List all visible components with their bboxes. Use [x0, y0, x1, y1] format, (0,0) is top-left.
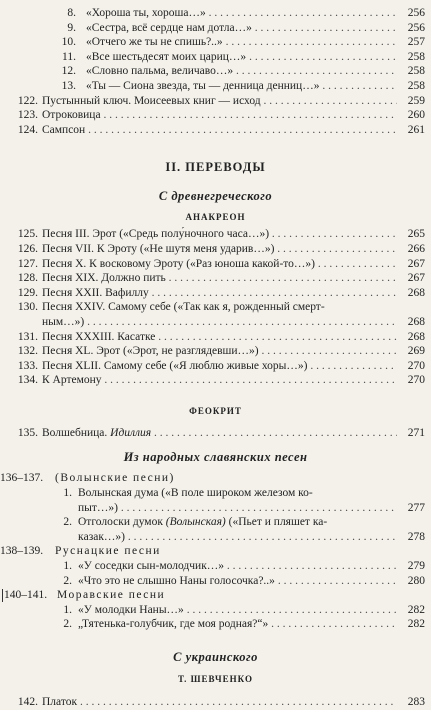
entry-title: «Хороша ты, хороша…» . . .: [86, 6, 397, 21]
entry-page: 258: [405, 79, 425, 94]
toc-entry[interactable]: [0, 515, 431, 530]
toc-entry[interactable]: [0, 695, 431, 710]
entry-number: 128.: [17, 272, 38, 285]
entry-page: 265: [405, 227, 425, 242]
entry-page: 269: [405, 344, 425, 359]
entry-number: 9.: [67, 21, 76, 34]
entry-title: [42, 426, 397, 441]
group-title-row: [0, 544, 431, 559]
entry-page: 270: [405, 359, 425, 374]
entry-page: 270: [405, 373, 425, 388]
entry-title: Отроковица . . .: [42, 108, 397, 123]
entry-title: «У молодки Наны…» . . .: [78, 603, 397, 618]
toc-entry[interactable]: [0, 603, 431, 618]
entry-page: 277: [405, 501, 425, 516]
entry-title: кaзак…») . . .: [78, 530, 397, 545]
subsection-heading: С древнегреческого: [158, 189, 273, 204]
entry-title: ным…») . . .: [42, 315, 397, 330]
subsection-heading: С украинского: [173, 650, 258, 664]
toc-entry[interactable]: [0, 64, 431, 79]
toc-entry[interactable]: [0, 426, 431, 441]
entry-number: 1.: [63, 603, 72, 616]
margin-rule: [2, 589, 3, 602]
toc-entry[interactable]: [0, 359, 431, 374]
toc-entry-continuation[interactable]: [0, 530, 431, 545]
entry-title: Песня XL. Эрот («Эрот, не разглядевши…») . . .: [42, 344, 397, 359]
entry-number: 2.: [63, 574, 72, 587]
toc-entry[interactable]: [0, 286, 431, 301]
entry-page: 267: [405, 271, 425, 286]
entry-number: 123.: [17, 109, 38, 122]
top-subentries: [0, 6, 431, 94]
entry-title: «Все шестьдесят моих цариц…» . . .: [86, 50, 397, 65]
slavic-group: [0, 544, 431, 588]
entry-number: 135.: [17, 426, 38, 439]
toc-entry[interactable]: [0, 21, 431, 36]
entry-number: 126.: [17, 242, 38, 255]
toc-entry[interactable]: [0, 617, 431, 632]
entry-title: Песня XIX. Должно пить . . .: [42, 271, 397, 286]
entry-title: „Тятенька-голубчик, где моя родная?“» . . .: [78, 617, 397, 632]
entry-title: [78, 515, 427, 530]
entry-title: К Артемону . . .: [42, 373, 397, 388]
entry-number: 142.: [17, 696, 38, 708]
entry-number: 1.: [63, 487, 72, 500]
entry-number: 133.: [17, 359, 38, 372]
entry-page: 282: [405, 603, 425, 618]
entry-title-italic: (Волынская): [165, 516, 226, 529]
entry-title: Песня III. Эрот («Средь полу́ночного часа…») . . .: [42, 227, 397, 242]
entry-page: 258: [405, 50, 425, 65]
group-title: (Волынские песни): [55, 472, 175, 485]
toc-entry[interactable]: [0, 486, 431, 501]
group-number: 136–137.: [0, 472, 44, 485]
entry-number: 2.: [63, 618, 72, 631]
group-title: Руснацкие песни: [55, 545, 161, 558]
toc-entry[interactable]: [0, 574, 431, 589]
entry-page: 271: [405, 426, 425, 441]
entry-page: 278: [405, 530, 425, 545]
toc-entry[interactable]: [0, 79, 431, 94]
entry-number: 131.: [17, 330, 38, 343]
entry-title: «Ты — Сиона звезда, ты — денница денниц…» . . .: [86, 79, 397, 94]
entry-number: 1.: [63, 560, 72, 573]
entry-title-italic: Идиллия: [110, 426, 152, 439]
entry-number: 125.: [17, 228, 38, 241]
entry-title: Сампсон . . .: [42, 123, 397, 138]
entry-title-text: Волшебница.: [42, 426, 108, 439]
entry-title: «Отчего же ты не спишь?..» . . .: [86, 35, 397, 50]
toc-entry[interactable]: [0, 108, 431, 123]
toc-entry[interactable]: [0, 35, 431, 50]
entry-number: 13.: [61, 79, 76, 92]
entry-title: «Что это не слышно Наны голосочка?..» . . .: [78, 574, 397, 589]
entry-title: Песня XXXIII. Касатке . . .: [42, 330, 397, 345]
entry-page: 266: [405, 242, 425, 257]
group-title-row: [0, 588, 431, 603]
author-heading: ФЕОКРИТ: [189, 405, 242, 416]
entry-title: Волынская дума («В поле широком железом ко-: [78, 487, 313, 500]
entry-title: Песня XLII. Самому себе («Я люблю живые хоры…») . . .: [42, 359, 397, 374]
entry-page: 258: [405, 64, 425, 79]
toc-entry[interactable]: [0, 330, 431, 345]
toc-entry-continuation[interactable]: [0, 501, 431, 516]
entry-page: 261: [405, 123, 425, 138]
toc-entry[interactable]: [0, 50, 431, 65]
entry-number: 129.: [17, 286, 38, 299]
toc-entry[interactable]: [0, 94, 431, 109]
entry-title: «Словно пальма, величаво…» . . .: [86, 64, 397, 79]
entry-number: 130.: [17, 301, 38, 314]
group-number: 140–141.: [4, 589, 48, 602]
entry-page: 257: [405, 35, 425, 50]
entry-title-text: («Пьет и пляшет ка-: [228, 516, 328, 529]
toc-entry[interactable]: [0, 271, 431, 286]
entry-title: Песня X. К восковому Эроту («Раз юноша какой-то…») . . .: [42, 257, 397, 272]
entry-page: 259: [405, 94, 425, 109]
entry-title: «У соседки сын-молодчик…» . . .: [78, 559, 397, 574]
toc-entry[interactable]: [0, 344, 431, 359]
group-title: Моравские песни: [57, 589, 166, 602]
toc-entry[interactable]: [0, 373, 431, 388]
entry-page: 283: [405, 695, 425, 710]
entry-number: 10.: [61, 36, 76, 49]
entry-title: Песня VII. К Эроту («Не шутя меня ударив…») . . .: [42, 242, 397, 257]
entry-title-text: Отголоски думок: [78, 516, 163, 529]
author-heading: АНАКРЕОН: [185, 212, 246, 223]
entry-page: 256: [405, 21, 425, 36]
entry-page: 279: [405, 559, 425, 574]
slavic-group: [0, 471, 431, 544]
toc-entry-continuation[interactable]: [0, 315, 431, 330]
entry-number: 132.: [17, 345, 38, 358]
entry-page: 267: [405, 257, 425, 272]
toc-entry[interactable]: [0, 242, 431, 257]
toc-entry[interactable]: [0, 257, 431, 272]
entry-number: 11.: [62, 50, 76, 63]
entry-title: Пустынный ключ. Моисеевых книг — исход . . .: [42, 94, 397, 109]
toc-entry[interactable]: [0, 123, 431, 138]
entry-title: Платок . . .: [42, 695, 397, 710]
entry-page: 280: [405, 574, 425, 589]
entry-number: 8.: [67, 7, 76, 19]
entry-number: 134.: [17, 374, 38, 387]
toc-entry[interactable]: [0, 6, 431, 21]
entry-number: 2.: [63, 516, 72, 529]
entry-page: 268: [405, 286, 425, 301]
section-heading: II. ПЕРЕВОДЫ: [165, 160, 266, 175]
main-entries: [0, 94, 431, 138]
entry-number: 122.: [17, 94, 38, 107]
entry-title: Песня XXII. Вафиллу . . .: [42, 286, 397, 301]
toc-entry[interactable]: [0, 227, 431, 242]
group-title-row: [0, 471, 431, 486]
toc-entry[interactable]: [0, 300, 431, 315]
entry-page: 282: [405, 617, 425, 632]
group-number: 138–139.: [0, 545, 44, 558]
entry-page: 268: [405, 330, 425, 345]
entry-page: 256: [405, 6, 425, 21]
entry-title: «Сестра, всё сердце нам дотла…» . . .: [86, 21, 397, 36]
entry-title: Песня XXIV. Самому себе («Так как я, рожденный смерт-: [42, 301, 325, 314]
entry-number: 124.: [17, 123, 38, 136]
author-heading: Т. ШЕВЧЕНКО: [178, 674, 253, 684]
anacreon-entries: [0, 227, 431, 388]
toc-entry[interactable]: [0, 559, 431, 574]
entry-title: пыт…») . . .: [78, 501, 397, 516]
slavic-group: [0, 588, 431, 632]
entry-number: 12.: [61, 65, 76, 78]
entry-page: 260: [405, 108, 425, 123]
entry-number: 127.: [17, 257, 38, 270]
subsection-heading: Из народных славянских песен: [123, 450, 308, 465]
entry-page: 268: [405, 315, 425, 330]
